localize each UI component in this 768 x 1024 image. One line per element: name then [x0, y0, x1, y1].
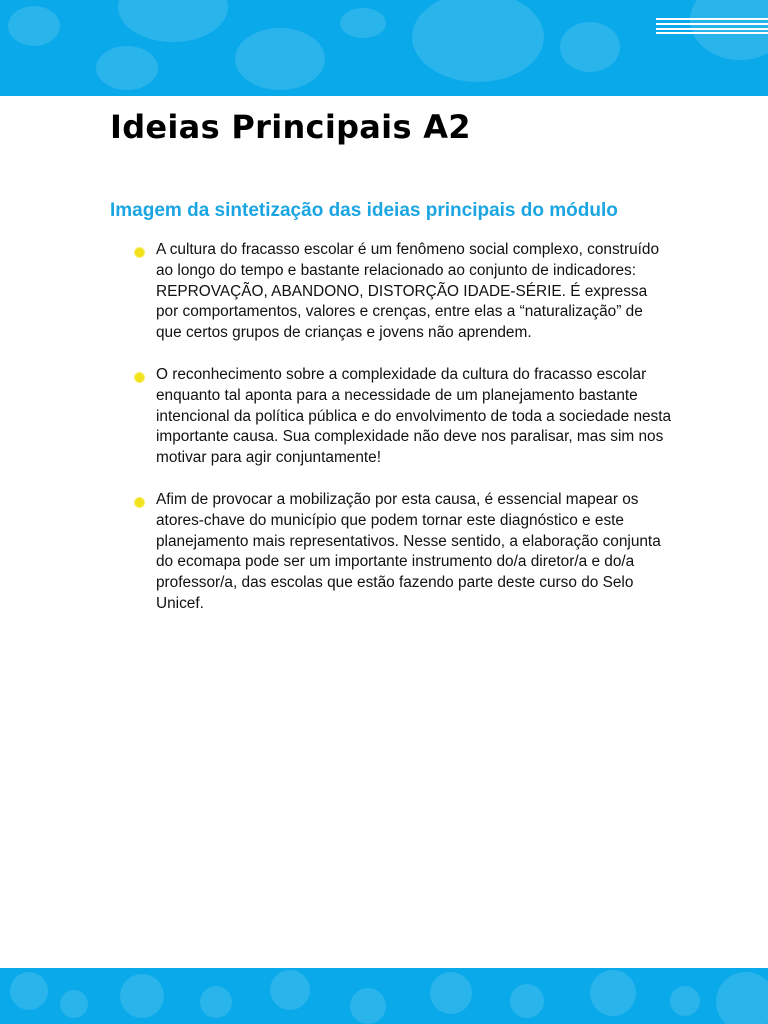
decorative-bubble [120, 974, 164, 1018]
decorative-bubble [235, 28, 325, 90]
section-title: Imagem da sintetização das ideias principais do módulo [110, 200, 618, 221]
decorative-bubble [8, 6, 60, 46]
decorative-stripes [656, 18, 768, 34]
decorative-bubble [200, 986, 232, 1018]
decorative-bubble [590, 970, 636, 1016]
decorative-bubble [118, 0, 228, 42]
decorative-bubble [350, 988, 386, 1024]
bullet-text: Afim de provocar a mobilização por esta causa, é essencial mapear os atores-chave do município que podem tornar este diagnóstico e este planejamento mais representativos. Nesse sentido, a elaboração conjunta do ecomapa pode ser um importante instrumento do/a diretor/a e do/a professor/a, das escolas que estão fazendo parte deste curso do Selo Unicef. [156, 490, 661, 612]
decorative-bubble [412, 0, 544, 82]
header-banner [0, 0, 768, 96]
bullet-text: A cultura do fracasso escolar é um fenômeno social complexo, construído ao longo do tempo e bastante relacionado ao conjunto de indicadores: REPROVAÇÃO, ABANDONO, DISTORÇÃO IDADE-SÉRIE. É expressa por comportamentos, valores e crenças, entre elas a “naturalização” de que certos grupos de crianças e jovens não aprendem. [156, 241, 660, 342]
decorative-bubble [560, 22, 620, 72]
decorative-bubble [716, 972, 768, 1024]
page-title: Ideias Principais A2 [110, 108, 471, 146]
bullet-text: O reconhecimento sobre a complexidade da cultura do fracasso escolar enquanto tal aponta para a necessidade de um planejamento bastante intencional da política pública e do envolvimento de toda a sociedade nesta importante causa. Sua complexidade não deve nos paralisar, mas sim nos motivar para agir conjuntamente! [156, 365, 672, 467]
bullet-icon [135, 373, 144, 382]
bullet-icon [135, 498, 144, 507]
decorative-bubble [270, 970, 310, 1010]
footer-banner [0, 968, 768, 1024]
list-item [132, 365, 672, 469]
decorative-bubble [510, 984, 544, 1018]
bullet-list [132, 240, 672, 636]
decorative-bubble [670, 986, 700, 1016]
decorative-bubble [60, 990, 88, 1018]
list-item [132, 240, 672, 344]
decorative-bubble [340, 8, 386, 38]
decorative-bubble [10, 972, 48, 1010]
list-item [132, 490, 672, 615]
decorative-bubble [96, 46, 158, 90]
decorative-bubble [430, 972, 472, 1014]
bullet-icon [135, 248, 144, 257]
